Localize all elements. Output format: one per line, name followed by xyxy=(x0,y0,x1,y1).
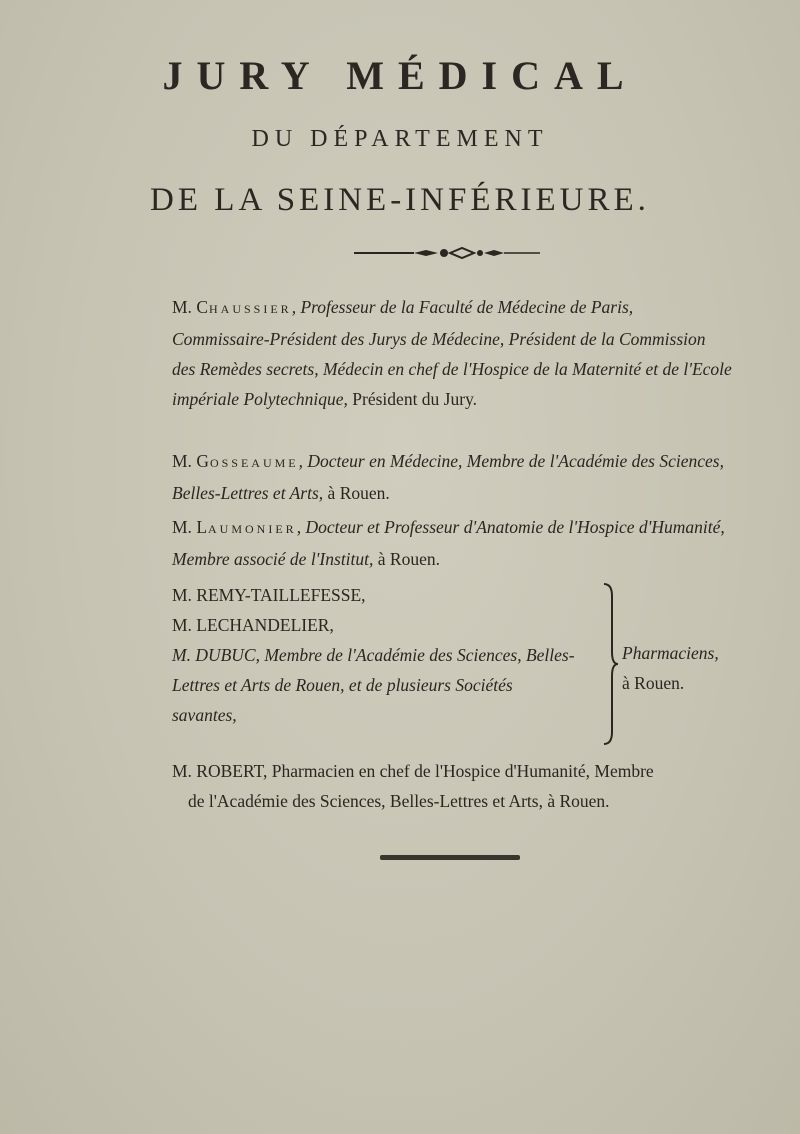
member-role: Président du Jury. xyxy=(352,389,478,409)
pharmacist-line: savantes, xyxy=(172,705,237,725)
member-name: GOSSEAUME xyxy=(196,451,299,471)
member-location: à Rouen. xyxy=(377,549,440,569)
entry-chaussier xyxy=(172,292,732,414)
pharmacist-line: Lettres et Arts de Rouen, et de plusieurs Sociétés xyxy=(172,675,513,695)
entry-gosseaume xyxy=(172,446,732,508)
pharmacist-line: M. LECHANDELIER, xyxy=(172,615,334,635)
entry-laumonier xyxy=(172,512,732,574)
entry-robert xyxy=(172,756,772,816)
entry-prefix: M. xyxy=(172,297,192,317)
entry-prefix: M. xyxy=(172,517,192,537)
pharmacist-line: M. DUBUC, Membre de l'Académie des Sciences, Belles- xyxy=(172,645,575,665)
pharmacist-line: M. REMY-TAILLEFESSE, xyxy=(172,585,366,605)
member-description: , Professeur de la Faculté de Médecine de Paris, Commissaire-Président des Jurys de Médecine, Président de la Commission des Remèdes secrets, Médecin en chef de l'Hospice de la Maternité et de l'Ecole impériale Polytechnique, xyxy=(172,297,732,409)
member-description: , Docteur et Professeur d'Anatomie de l'Hospice d'Humanité, Membre associé de l'Institut, xyxy=(172,517,725,569)
entry-line: de l'Académie des Sciences, Belles-Lettres et Arts, à Rouen. xyxy=(188,791,610,811)
entry-line: M. ROBERT, Pharmacien en chef de l'Hospice d'Humanité, Membre xyxy=(172,761,654,781)
pharmacists-label xyxy=(622,638,732,698)
page-region: DE LA SEINE-INFÉRIEURE. xyxy=(150,182,650,218)
page-title: JURY MÉDICAL xyxy=(162,53,638,98)
member-description: , Docteur en Médecine, Membre de l'Académie des Sciences, Belles-Lettres et Arts, xyxy=(172,451,724,503)
page-subtitle: DU DÉPARTEMENT xyxy=(251,126,549,152)
bottom-rule xyxy=(380,855,520,860)
group-location: à Rouen. xyxy=(622,673,685,693)
ornament-divider-icon xyxy=(354,245,540,261)
member-name: LAUMONIER xyxy=(196,517,297,537)
member-location: à Rouen. xyxy=(327,483,390,503)
group-title: Pharmaciens, xyxy=(622,643,719,663)
entry-prefix: M. xyxy=(172,451,192,471)
pharmacists-group xyxy=(172,580,622,730)
brace-icon xyxy=(598,582,620,746)
member-name: CHAUSSIER xyxy=(196,297,292,317)
